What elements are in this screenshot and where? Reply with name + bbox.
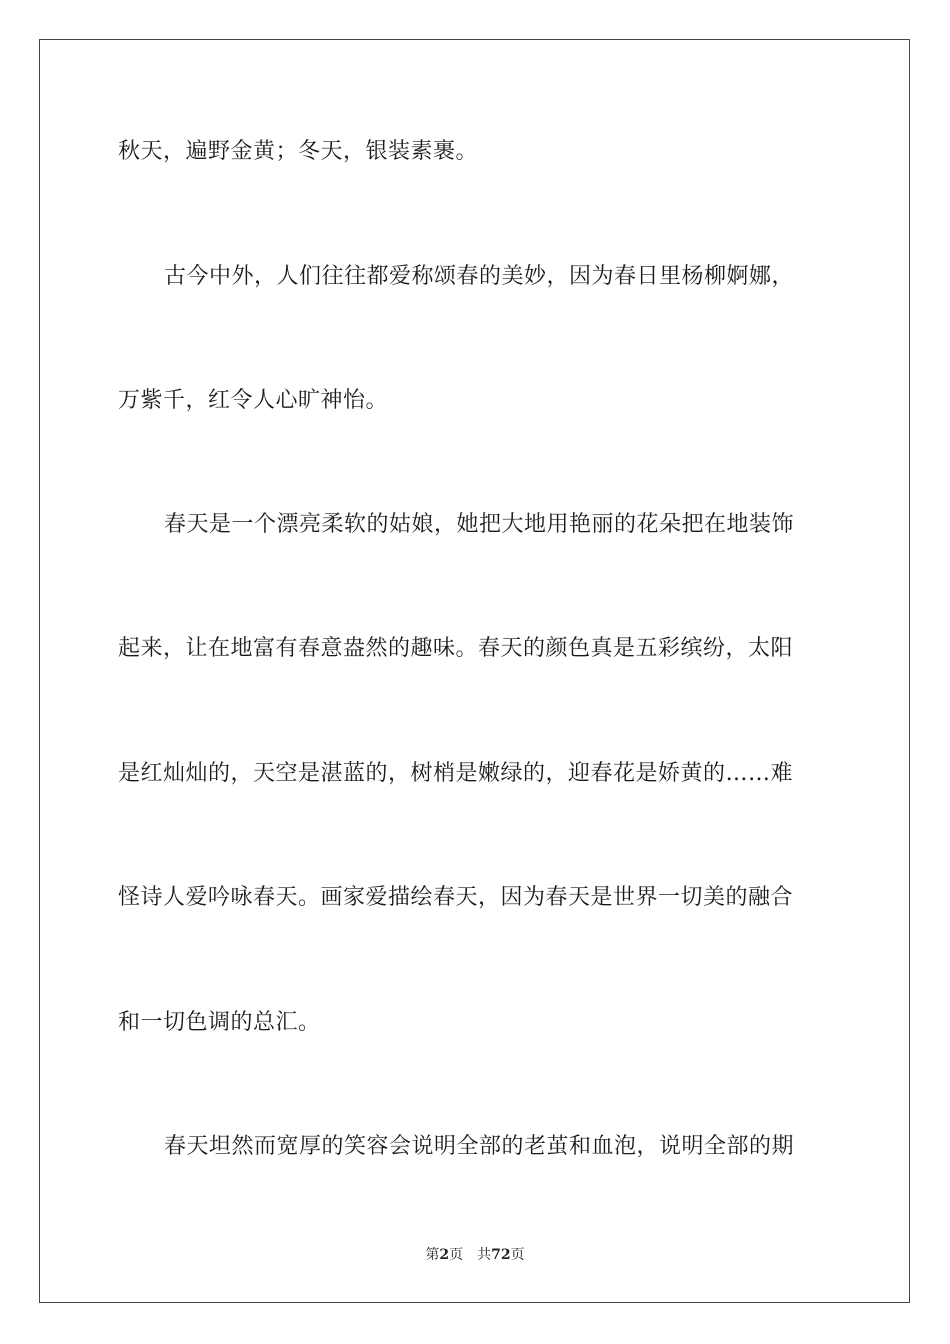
page-label-suffix: 页	[449, 1247, 464, 1263]
page-footer	[0, 1246, 950, 1264]
page-number: 2	[439, 1247, 450, 1263]
text-line: 怪诗人爱吟咏春天。画家爱描绘春天，因为春天是世界一切美的融合	[118, 885, 794, 910]
text-line: 万紫千，红令人心旷神怡。	[118, 388, 389, 413]
text-line: 和一切色调的总汇。	[118, 1010, 321, 1035]
paragraph-start-line: 春天是一个漂亮柔软的姑娘，她把大地用艳丽的花朵把在地装饰	[164, 512, 795, 537]
page-label-prefix: 第	[425, 1247, 440, 1263]
text-line: 秋天，遍野金黄；冬天，银装素裹。	[118, 139, 479, 164]
paragraph-start-line: 古今中外，人们往往都爱称颂春的美妙，因为春日里杨柳婀娜，	[164, 264, 795, 289]
total-label-prefix: 共	[477, 1247, 492, 1263]
page-border	[39, 39, 910, 1303]
total-pages: 72	[491, 1247, 511, 1263]
paragraph-start-line: 春天坦然而宽厚的笑容会说明全部的老茧和血泡，说明全部的期	[164, 1134, 795, 1159]
total-label-suffix: 页	[510, 1247, 525, 1263]
text-line: 是红灿灿的，天空是湛蓝的，树梢是嫩绿的，迎春花是娇黄的……难	[118, 761, 794, 786]
text-line: 起来，让在地富有春意盎然的趣味。春天的颜色真是五彩缤纷，太阳	[118, 636, 794, 661]
